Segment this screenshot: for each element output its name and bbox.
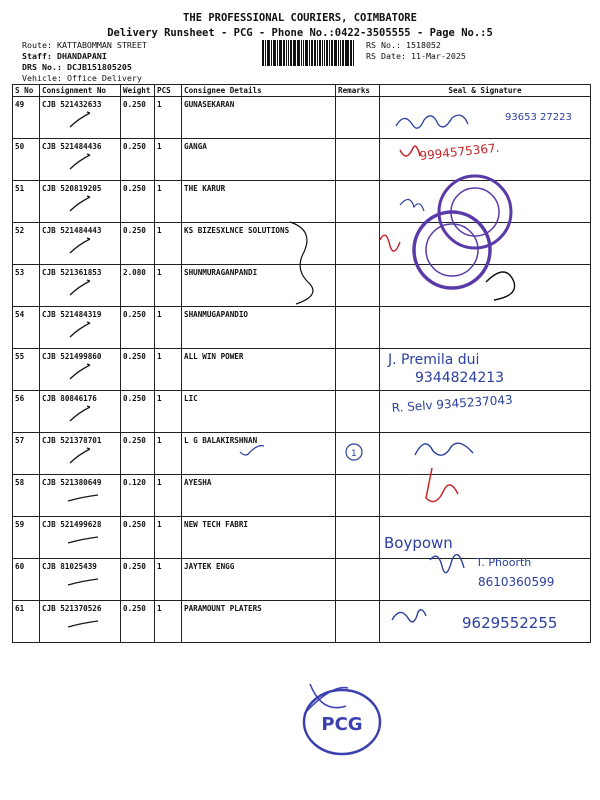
row-pcs: 1	[155, 223, 182, 265]
runsheet-table	[12, 84, 591, 643]
row-consignee: ALL WIN POWER	[182, 349, 336, 391]
row-remarks	[336, 517, 380, 559]
meta-right	[366, 40, 466, 62]
col-sno: S No	[13, 85, 40, 97]
route-text: Route: KATTABOMMAN STREET	[22, 40, 147, 50]
col-weight: Weight	[121, 85, 155, 97]
row-signature	[380, 559, 591, 601]
handwriting-r57-remark: 1	[351, 449, 357, 459]
row-pcs: 1	[155, 391, 182, 433]
row-signature	[380, 391, 591, 433]
check-tick-icon	[64, 363, 104, 383]
row-weight: 0.250	[121, 433, 155, 475]
row-remarks	[336, 559, 380, 601]
row-signature	[380, 223, 591, 265]
row-consignee: LIC	[182, 391, 336, 433]
row-consignment-no: CJB 521380649	[40, 475, 121, 517]
pcg-stamp-text: PCG	[321, 714, 363, 735]
row-signature	[380, 433, 591, 475]
row-consignment-no: CJB 521361853	[40, 265, 121, 307]
row-consignment-no: CJB 521370526	[40, 601, 121, 643]
table-row	[13, 517, 591, 559]
row-remarks	[336, 433, 380, 475]
table-row	[13, 97, 591, 139]
handwriting-r59: Boypown	[384, 534, 453, 552]
handwriting-r55-phone: 9344824213	[415, 370, 505, 386]
row-consignment-no: CJB 521499628	[40, 517, 121, 559]
row-consignment-no: CJB 521499860	[40, 349, 121, 391]
table-row	[13, 349, 591, 391]
rs-date-text: RS Date: 11-Mar-2025	[366, 51, 466, 61]
row-consignee: THE KARUR	[182, 181, 336, 223]
row-pcs: 1	[155, 517, 182, 559]
row-signature	[380, 139, 591, 181]
col-consignee: Consignee Details	[182, 85, 336, 97]
row-remarks	[336, 391, 380, 433]
row-pcs: 1	[155, 433, 182, 475]
handwriting-r60-phone: 8610360599	[478, 575, 555, 589]
handwriting-r50: 9994575367.	[418, 140, 501, 163]
check-tick-icon	[64, 237, 104, 257]
barcode	[262, 40, 355, 66]
table-row	[13, 139, 591, 181]
row-consignee: SHUNMURAGANPANDI	[182, 265, 336, 307]
row-consignment-no: CJB 80846176	[40, 391, 121, 433]
row-sno: 54	[13, 307, 40, 349]
row-signature	[380, 601, 591, 643]
table-row	[13, 475, 591, 517]
table-header-row	[13, 85, 591, 97]
pcg-stamp	[300, 684, 384, 756]
row-consignee: L G BALAKIRSHNAN	[182, 433, 336, 475]
row-consignee: AYESHA	[182, 475, 336, 517]
row-consignment-no: CJB 521484319	[40, 307, 121, 349]
check-tick-icon	[64, 531, 104, 551]
row-pcs: 1	[155, 181, 182, 223]
row-pcs: 1	[155, 475, 182, 517]
row-weight: 0.250	[121, 139, 155, 181]
row-pcs: 1	[155, 139, 182, 181]
row-remarks	[336, 349, 380, 391]
handwriting-r60-name: T. Phoorth	[476, 556, 532, 569]
row-consignee: NEW TECH FABRI	[182, 517, 336, 559]
row-signature	[380, 349, 591, 391]
handwriting-r49: 93653 27223	[505, 112, 572, 123]
row-weight: 0.250	[121, 349, 155, 391]
row-weight: 0.250	[121, 181, 155, 223]
row-sno: 51	[13, 181, 40, 223]
row-consignee: PARAMOUNT PLATERS	[182, 601, 336, 643]
table-row	[13, 223, 591, 265]
table-row	[13, 265, 591, 307]
row-sno: 56	[13, 391, 40, 433]
row-consignment-no: CJB 521484436	[40, 139, 121, 181]
row-pcs: 1	[155, 97, 182, 139]
check-tick-icon	[64, 111, 104, 131]
row-signature	[380, 265, 591, 307]
row-remarks	[336, 601, 380, 643]
table-row	[13, 559, 591, 601]
row-weight: 0.250	[121, 559, 155, 601]
row-consignee: GANGA	[182, 139, 336, 181]
handwriting-r56: R. Selv 9345237043	[391, 392, 514, 415]
check-tick-icon	[64, 489, 104, 509]
runsheet-subtitle: Delivery Runsheet - PCG - Phone No.:0422-3505555 - Page No.:5	[107, 27, 493, 39]
meta-left	[22, 40, 147, 84]
check-tick-icon	[64, 405, 104, 425]
row-consignment-no: CJB 521432633	[40, 97, 121, 139]
row-pcs: 1	[155, 559, 182, 601]
row-weight: 0.250	[121, 223, 155, 265]
row-remarks	[336, 139, 380, 181]
pcg-stamp-shape	[300, 684, 384, 756]
check-tick-icon	[64, 573, 104, 593]
vehicle-text: Vehicle: Office Delivery	[22, 73, 142, 83]
row-consignee: KS BIZESXLNCE SOLUTIONS	[182, 223, 336, 265]
row-sno: 61	[13, 601, 40, 643]
row-remarks	[336, 475, 380, 517]
table-row	[13, 433, 591, 475]
row-weight: 0.250	[121, 601, 155, 643]
row-weight: 0.250	[121, 307, 155, 349]
row-signature	[380, 97, 591, 139]
row-remarks	[336, 307, 380, 349]
table-row	[13, 391, 591, 433]
staff-text: Staff: DHANDAPANI	[22, 51, 107, 61]
row-weight: 0.250	[121, 391, 155, 433]
row-consignment-no: CJB 521484443	[40, 223, 121, 265]
row-consignee: GUNASEKARAN	[182, 97, 336, 139]
row-sno: 59	[13, 517, 40, 559]
check-tick-icon	[64, 447, 104, 467]
table-row	[13, 307, 591, 349]
table-row	[13, 601, 591, 643]
row-weight: 2.080	[121, 265, 155, 307]
col-consignment: Consignment No	[40, 85, 121, 97]
row-sno: 52	[13, 223, 40, 265]
handwriting-r61: 9629552255	[462, 614, 558, 632]
row-signature	[380, 181, 591, 223]
check-tick-icon	[64, 615, 104, 635]
row-pcs: 1	[155, 307, 182, 349]
col-signature: Seal & Signature	[380, 85, 591, 97]
row-weight: 0.250	[121, 97, 155, 139]
row-signature	[380, 475, 591, 517]
handwriting-r55-name: J. Premila dui	[388, 352, 480, 368]
company-title: THE PROFESSIONAL COURIERS, COIMBATORE	[183, 12, 417, 24]
row-weight: 0.250	[121, 517, 155, 559]
check-tick-icon	[64, 321, 104, 341]
row-remarks	[336, 97, 380, 139]
row-sno: 57	[13, 433, 40, 475]
row-sno: 55	[13, 349, 40, 391]
row-consignment-no: CJB 521378701	[40, 433, 121, 475]
row-pcs: 1	[155, 601, 182, 643]
row-remarks	[336, 223, 380, 265]
row-consignment-no: CJB 520819205	[40, 181, 121, 223]
row-pcs: 1	[155, 265, 182, 307]
row-remarks	[336, 181, 380, 223]
row-sno: 50	[13, 139, 40, 181]
check-tick-icon	[64, 195, 104, 215]
row-signature	[380, 307, 591, 349]
row-sno: 58	[13, 475, 40, 517]
check-tick-icon	[64, 279, 104, 299]
col-pcs: PCS	[155, 85, 182, 97]
row-consignee: JAYTEK ENGG	[182, 559, 336, 601]
rs-no-text: RS No.: 1518052	[366, 40, 441, 50]
drs-text: DRS No.: DCJB151805205	[22, 62, 132, 72]
table-row	[13, 181, 591, 223]
row-signature	[380, 517, 591, 559]
row-remarks	[336, 265, 380, 307]
row-sno: 53	[13, 265, 40, 307]
row-consignee: SHANMUGAPANDIO	[182, 307, 336, 349]
row-consignment-no: CJB 81025439	[40, 559, 121, 601]
check-tick-icon	[64, 153, 104, 173]
col-remarks: Remarks	[336, 85, 380, 97]
row-weight: 0.120	[121, 475, 155, 517]
row-sno: 60	[13, 559, 40, 601]
row-sno: 49	[13, 97, 40, 139]
row-pcs: 1	[155, 349, 182, 391]
